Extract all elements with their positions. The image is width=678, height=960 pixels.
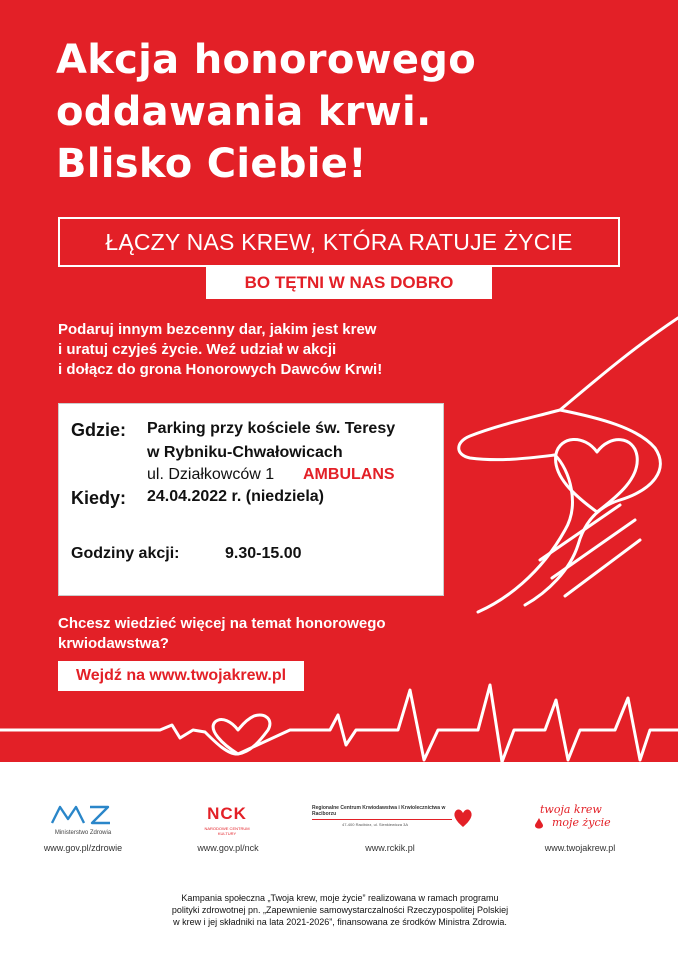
twoja-krew-logo [528,803,628,837]
rckik-logo [312,805,476,837]
headline-line-2: oddawania krwi. [56,89,432,135]
slogan-box: ŁĄCZY NAS KREW, KTÓRA RATUJE ŻYCIE [58,217,620,267]
where-line-2: w Rybniku-Chwałowicach [147,444,343,461]
footer-line-2: polityki zdrowotnej pn. „Zapewnienie samowystarczalności Rzeczypospolitej Polskiej [171,905,509,915]
ecg-line-icon [0,685,678,762]
nck-url: www.gov.pl/nck [197,843,259,853]
campaign-footer [120,892,560,928]
twojakrew-url: www.twojakrew.pl [544,843,616,853]
question-line-1: Chcesz wiedzieć więcej na temat honorowego [58,615,386,632]
rckik-address: 47-400 Racibórz, ul. Sienkiewicza 3A [342,822,409,827]
more-info-question [58,614,386,654]
sub-slogan-badge: BO TĘTNI W NAS DOBRO [206,267,492,299]
footer-line-3: w krew i jej składniki na lata 2021-2026”, finansowana ze środków Ministra Zdrowia. [173,917,507,927]
rckik-name: Regionalne Centrum Krwiodawstwa i Krwiolecznictwa w Raciborzu [312,805,452,820]
headline-line-3: Blisko Ciebie! [56,141,367,187]
nck-logo [196,804,258,838]
nck-mark: NCK [207,804,247,823]
twoja-krew-text: twoja krew [540,803,602,816]
where-street: ul. Działkowców 1 [147,466,275,483]
intro-line-1: Podaruj innym bezcenny dar, jakim jest krew [58,321,377,338]
hours-label: Godziny akcji: [71,545,180,562]
intro-line-2: i uratuj czyjeś życie. Weź udział w akcji [58,341,337,358]
mz-mark-icon [48,803,118,825]
where-label: Gdzie: [71,420,127,440]
rckik-url: www.rckik.pl [365,843,415,853]
headline-line-1: Akcja honorowego [56,37,477,83]
question-line-2: krwiodawstwa? [58,635,169,652]
mz-url: www.gov.pl/zdrowie [43,843,123,853]
footer-line-1: Kampania społeczna „Twoja krew, moje życie” realizowana w ramach programu [181,893,499,903]
blood-drop-heart-icon [452,805,474,831]
website-link-button[interactable]: Wejdź na www.twojakrew.pl [58,661,304,691]
ambulance-label: AMBULANS [303,466,395,483]
nck-tagline: NARODOWE CENTRUM KULTURY [204,826,250,836]
mz-logo-text: Ministerstwo Zdrowia [54,830,112,836]
intro-line-3: i dołącz do grona Honorowych Dawców Krwi! [58,361,383,378]
when-value: 24.04.2022 r. (niedziela) [147,488,324,505]
hours-value: 9.30-15.00 [225,545,302,562]
where-line-1: Parking przy kościele św. Teresy [147,420,396,437]
when-label: Kiedy: [71,488,127,508]
blood-drop-icon [534,817,544,829]
ministerstwo-zdrowia-logo [48,803,118,839]
moje-zycie-text: moje życie [552,816,611,829]
event-info-card [58,403,444,596]
